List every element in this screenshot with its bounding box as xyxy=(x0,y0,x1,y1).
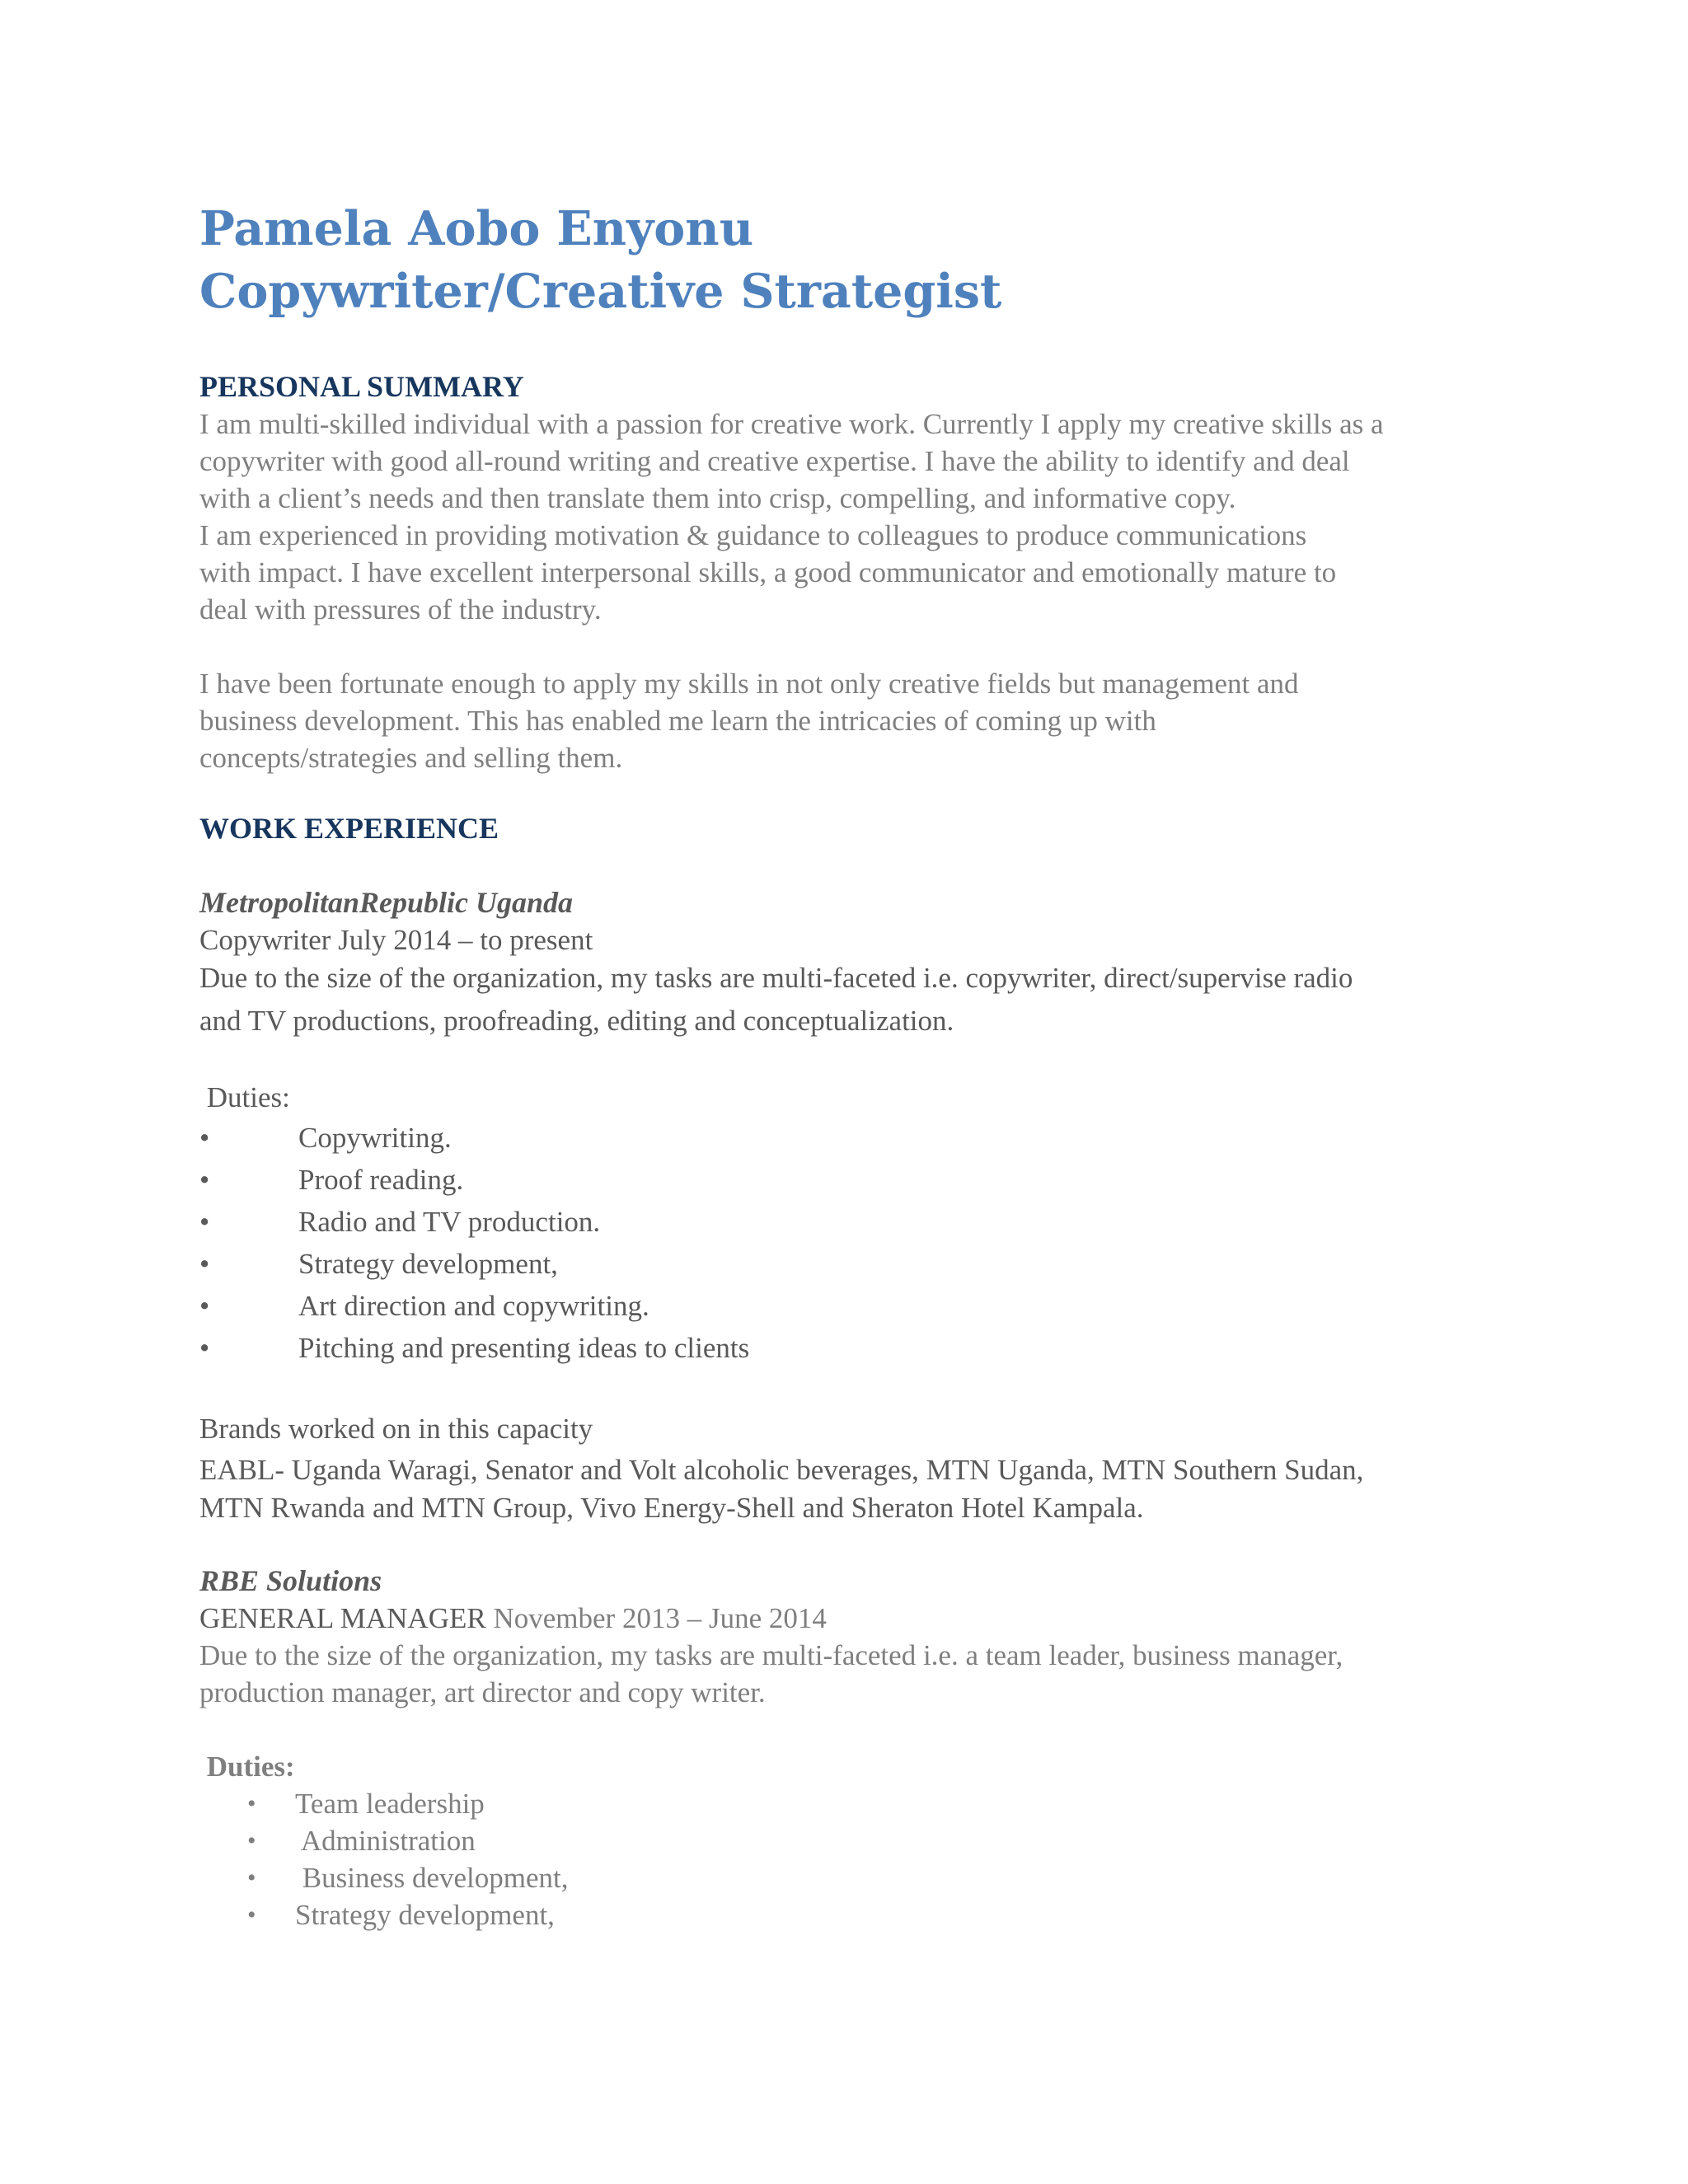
duties-list xyxy=(199,1785,1502,1933)
list-item xyxy=(199,1896,1502,1933)
job-description: and TV productions, proofreading, editing and conceptualization. xyxy=(199,1005,954,1037)
duty-text: Pitching and presenting ideas to clients xyxy=(298,1332,750,1364)
job-description: Due to the size of the organization, my tasks are multi-faceted i.e. a team leader, business manager, xyxy=(199,1639,1343,1671)
brands-line: MTN Rwanda and MTN Group, Vivo Energy-Shell and Sheraton Hotel Kampala. xyxy=(199,1492,1144,1524)
duty-text: Proof reading. xyxy=(298,1164,464,1196)
summary-line: I am experienced in providing motivation & guidance to colleagues to produce communications xyxy=(199,519,1307,551)
summary-line: business development. This has enabled me learn the intricacies of coming up with xyxy=(199,705,1156,737)
duty-text: Administration xyxy=(295,1825,476,1857)
summary-line: I have been fortunate enough to apply my skills in not only creative fields but management and xyxy=(199,668,1299,700)
list-item xyxy=(199,1201,1502,1243)
duty-text: Radio and TV production. xyxy=(298,1206,601,1238)
bullet: • xyxy=(247,1827,256,1854)
summary-line: with a client’s needs and then translate them into crisp, compelling, and informative copy. xyxy=(199,482,1236,514)
work-experience-heading: WORK EXPERIENCE xyxy=(199,812,499,845)
bullet: • xyxy=(247,1790,256,1817)
list-item xyxy=(199,1243,1502,1285)
job-title: Copywriter July 2014 – to present xyxy=(199,924,593,956)
job-company: MetropolitanRepublic Uganda xyxy=(199,886,574,919)
brands-label: Brands worked on in this capacity xyxy=(199,1413,593,1445)
summary-line: concepts/strategies and selling them. xyxy=(199,742,623,774)
resume-page xyxy=(199,198,1502,1933)
summary-line: with impact. I have excellent interpersonal skills, a good communicator and emotionally mature to xyxy=(199,556,1337,588)
duty-text: Team leadership xyxy=(295,1788,485,1820)
personal-summary xyxy=(199,405,1502,776)
job-title: GENERAL MANAGER xyxy=(199,1602,486,1634)
brands-line: EABL- Uganda Waragi, Senator and Volt alcoholic beverages, MTN Uganda, MTN Southern Sudan, xyxy=(199,1454,1364,1486)
duties-list xyxy=(199,1117,1502,1369)
candidate-name: Pamela Aobo Enyonu xyxy=(199,201,754,256)
job-title-line xyxy=(199,1600,1502,1637)
job-description: Due to the size of the organization, my tasks are multi-faceted i.e. copywriter, direct/supervise radio xyxy=(199,962,1353,994)
bullet: • xyxy=(199,1248,210,1280)
personal-summary-heading: PERSONAL SUMMARY xyxy=(199,370,524,403)
summary-line: deal with pressures of the industry. xyxy=(199,593,602,626)
job-company: RBE Solutions xyxy=(199,1564,382,1597)
duty-text: Art direction and copywriting. xyxy=(298,1290,649,1322)
bullet: • xyxy=(247,1864,256,1891)
job-description: production manager, art director and copy writer. xyxy=(199,1676,766,1708)
job-dates: November 2013 – June 2014 xyxy=(485,1602,827,1634)
candidate-role: Copywriter/Creative Strategist xyxy=(199,264,1002,319)
duties-label: Duties: xyxy=(199,1750,295,1783)
list-item xyxy=(199,1117,1502,1159)
list-item xyxy=(199,1285,1502,1327)
bullet: • xyxy=(199,1290,210,1322)
bullet: • xyxy=(199,1122,210,1154)
duty-text: Business development, xyxy=(295,1862,569,1894)
bullet: • xyxy=(199,1332,210,1364)
bullet: • xyxy=(199,1164,210,1196)
summary-line: I am multi-skilled individual with a passion for creative work. Currently I apply my creative skills as a xyxy=(199,408,1384,440)
duty-text: Copywriting. xyxy=(298,1122,452,1154)
list-item xyxy=(199,1785,1502,1822)
bullet: • xyxy=(247,1901,256,1929)
list-item xyxy=(199,1822,1502,1859)
list-item xyxy=(199,1859,1502,1896)
duty-text: Strategy development, xyxy=(295,1899,555,1931)
summary-line: copywriter with good all-round writing and creative expertise. I have the ability to identify and deal xyxy=(199,445,1350,477)
list-item xyxy=(199,1327,1502,1369)
duty-text: Strategy development, xyxy=(298,1248,558,1280)
bullet: • xyxy=(199,1206,210,1238)
duties-label: Duties: xyxy=(199,1081,290,1113)
list-item xyxy=(199,1159,1502,1201)
